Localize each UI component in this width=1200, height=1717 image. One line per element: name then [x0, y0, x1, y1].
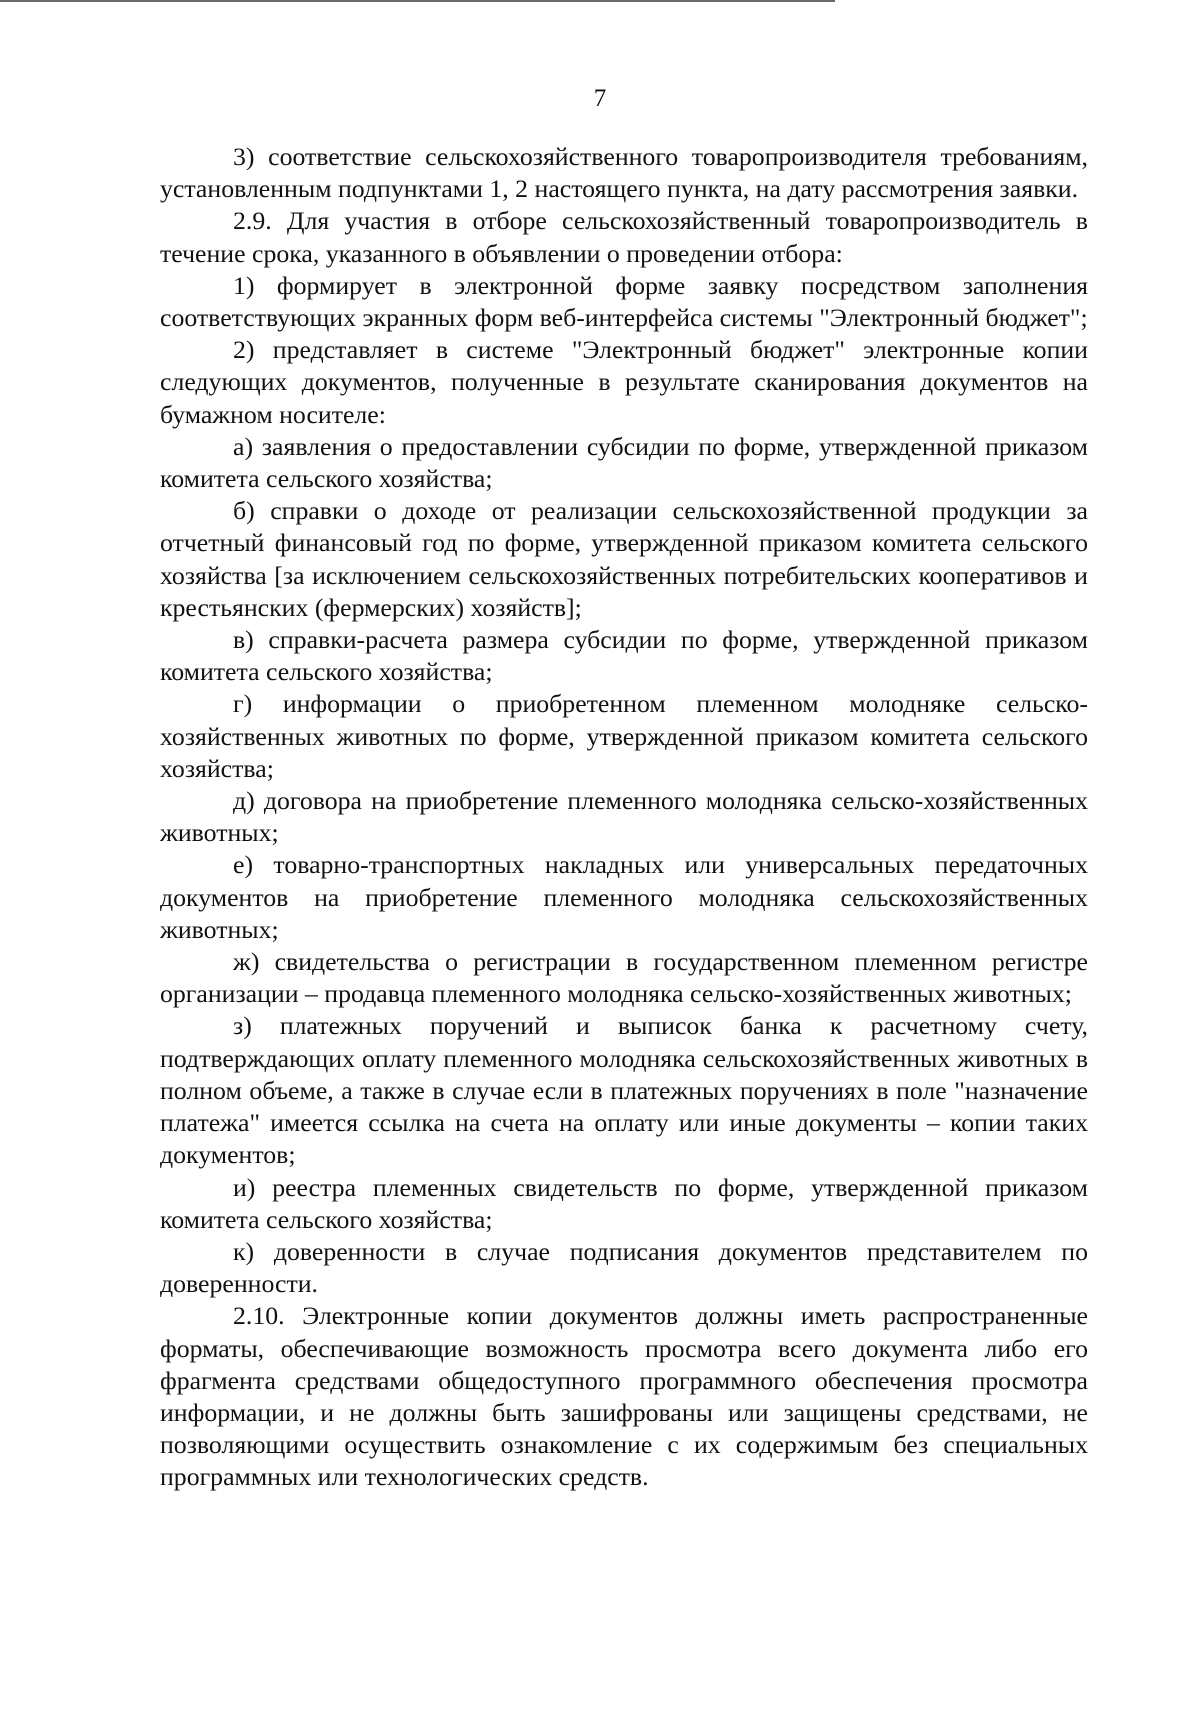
paragraph-item-a: а) заявления о предоставлении субсидии по форме, утвержденной приказом комитета сельского хозяйства;	[160, 431, 1088, 494]
paragraph-item-2: 2) представляет в системе "Электронный бюджет" электронные копии следующих документов, полученные в результате сканирования документов на бумажном носителе:	[160, 335, 1088, 429]
paragraph-item-zh: ж) свидетельства о регистрации в государственном племенном регистре организации – продавца племенного молодняка сельско-хозяйственных животных;	[160, 947, 1088, 1009]
paragraph-item-v: в) справки-расчета размера субсидии по форме, утвержденной приказом комитета сельского хозяйства;	[160, 625, 1088, 687]
paragraph-item-i: и) реестра племенных свидетельств по форме, утвержденной приказом комитета сельского хозяйства;	[160, 1172, 1088, 1234]
document-body	[160, 141, 1088, 1494]
paragraph-2-10: 2.10. Электронные копии документов должны иметь распространенные форматы, обеспечивающие возможность просмотра всего документа либо его фрагмента средствами общедоступного программного обеспечения просмотра информации, и не должны быть зашифрованы или защищены средствами, не позволяющими осуществить ознакомление с их содержимым без специальных программных или технологических средств.	[160, 1301, 1088, 1492]
paragraph-item-3: 3) соответствие сельскохозяйственного товаропроизводителя требованиям, установленным подпунктами 1, 2 настоящего пункта, на дату рассмотрения заявки.	[160, 142, 1088, 204]
paragraph-item-g: г) информации о приобретенном племенном молодняке сельско-хозяйственных животных по форме, утвержденной приказом комитета сельского хозяйства;	[160, 689, 1088, 783]
paragraph-item-z: з) платежных поручений и выписок банка к расчетному счету, подтверждающих оплату племенного молодняка сельскохозяйственных животных в полном объеме, а также в случае если в платежных поручениях в поле "назначение платежа" имеется ссылка на счета на оплату или иные документы – копии таких документов;	[160, 1011, 1088, 1170]
scan-edge-line	[0, 0, 835, 2]
paragraph-2-9: 2.9. Для участия в отборе сельскохозяйственный товаропроизводитель в течение срока, указанного в объявлении о проведении отбора:	[160, 206, 1088, 268]
paragraph-item-k: к) доверенности в случае подписания документов представителем по доверенности.	[160, 1236, 1088, 1299]
paragraph-item-b: б) справки о доходе от реализации сельскохозяйственной продукции за отчетный финансовый год по форме, утвержденной приказом комитета сельского хозяйства [за исключением сельскохозяйственных потребительских кооперативов и крестьянских (фермерских) хозяйств];	[160, 496, 1088, 622]
paragraph-item-1: 1) формирует в электронной форме заявку посредством заполнения соответствующих экранных форм веб-интерфейса системы "Электронный бюджет";	[160, 270, 1088, 333]
page-number: 7	[593, 85, 607, 112]
paragraph-item-d: д) договора на приобретение племенного молодняка сельско-хозяйственных животных;	[160, 786, 1088, 848]
paragraph-item-e: е) товарно-транспортных накладных или универсальных передаточных документов на приобретение племенного молодняка сельскохозяйственных животных;	[160, 850, 1088, 944]
